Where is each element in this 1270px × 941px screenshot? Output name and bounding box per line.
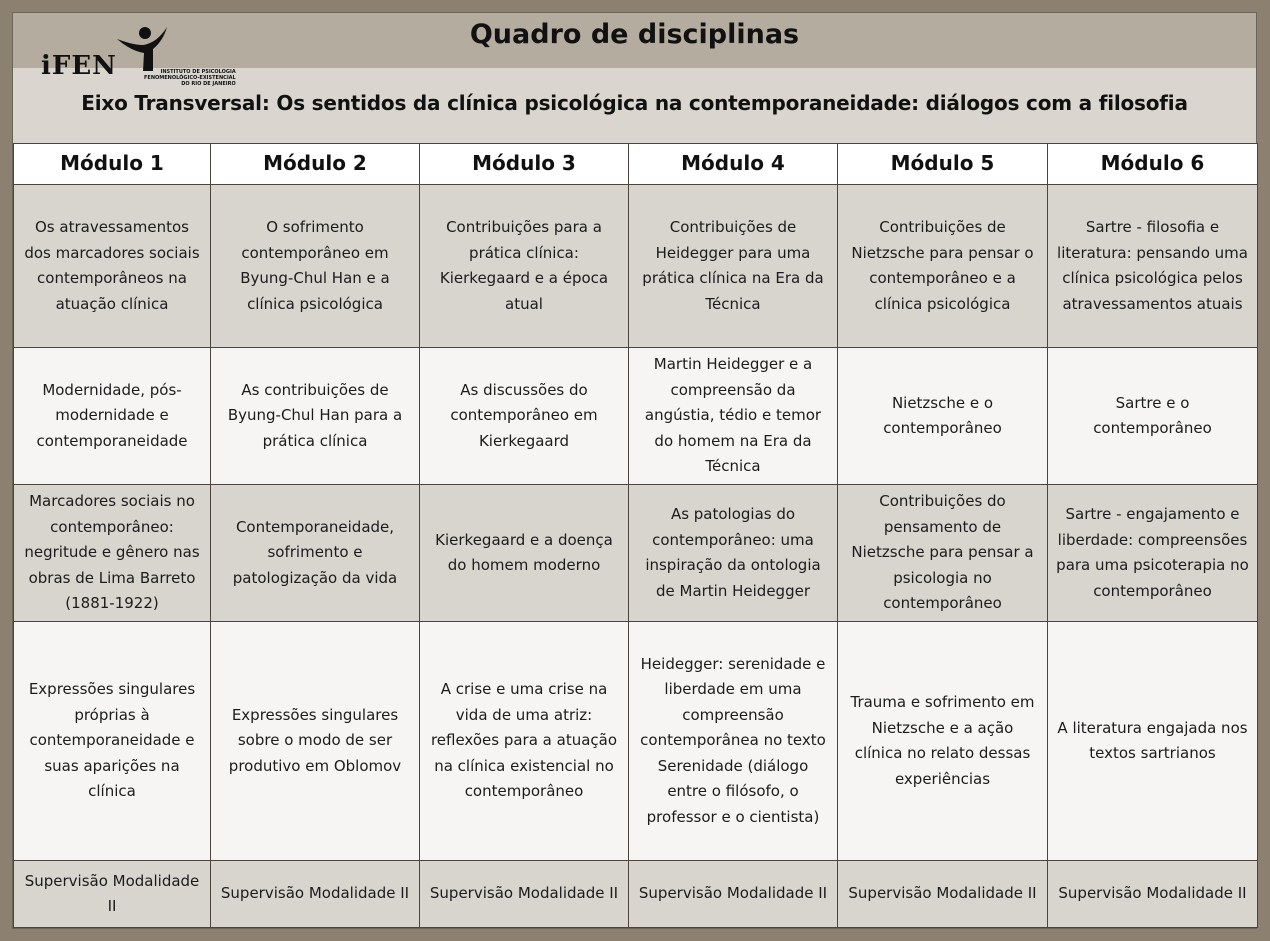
column-header: Módulo 4: [629, 144, 838, 185]
table-cell: Marcadores sociais no contemporâneo: negritude e gênero nas obras de Lima Barreto (1881-1922): [14, 485, 211, 622]
table-cell: Supervisão Modalidade II: [629, 861, 838, 928]
table-cell: Heidegger: serenidade e liberdade em uma compreensão contemporânea no texto Serenidade (diálogo entre o filósofo, o professor e o cientista): [629, 622, 838, 861]
table-cell: Modernidade, pós-modernidade e contemporaneidade: [14, 348, 211, 485]
table-header-row: [14, 144, 1258, 185]
table-cell: O sofrimento contemporâneo em Byung-Chul Han e a clínica psicológica: [211, 185, 420, 348]
column-header: Módulo 1: [14, 144, 211, 185]
table-cell: Nietzsche e o contemporâneo: [838, 348, 1048, 485]
table-cell: Sartre - engajamento e liberdade: compreensões para uma psicoterapia no contemporâneo: [1048, 485, 1258, 622]
table-cell: Trauma e sofrimento em Nietzsche e a ação clínica no relato dessas experiências: [838, 622, 1048, 861]
ifen-logo: [41, 25, 241, 85]
table-cell: Sartre e o contemporâneo: [1048, 348, 1258, 485]
table-row: [14, 348, 1258, 485]
table-cell: Supervisão Modalidade II: [211, 861, 420, 928]
person-figure-icon: [113, 25, 173, 75]
document-frame: [12, 12, 1257, 929]
table-cell: Supervisão Modalidade II: [420, 861, 629, 928]
table-row: [14, 861, 1258, 928]
logo-tagline-line: DO RIO DE JANEIRO: [181, 81, 236, 87]
table-cell: Contribuições para a prática clínica: Kierkegaard e a época atual: [420, 185, 629, 348]
table-cell: Kierkegaard e a doença do homem moderno: [420, 485, 629, 622]
table-cell: As discussões do contemporâneo em Kierkegaard: [420, 348, 629, 485]
table-row: [14, 622, 1258, 861]
table-cell: Martin Heidegger e a compreensão da angústia, tédio e temor do homem na Era da Técnica: [629, 348, 838, 485]
logo-tagline-line: FENOMENOLÓGICO-EXISTENCIAL: [144, 75, 236, 81]
table-cell: As patologias do contemporâneo: uma inspiração da ontologia de Martin Heidegger: [629, 485, 838, 622]
table-row: [14, 485, 1258, 622]
page-title: Quadro de disciplinas: [469, 19, 800, 50]
page-subtitle: Eixo Transversal: Os sentidos da clínica psicológica na contemporaneidade: diálogos com a filosofia: [81, 91, 1188, 115]
header: [13, 13, 1256, 143]
table-cell: Supervisão Modalidade II: [838, 861, 1048, 928]
table-cell: Supervisão Modalidade II: [14, 861, 211, 928]
disciplines-table: [13, 143, 1258, 928]
table-cell: Expressões singulares próprias à contemporaneidade e suas aparições na clínica: [14, 622, 211, 861]
table-cell: As contribuições de Byung-Chul Han para a prática clínica: [211, 348, 420, 485]
column-header: Módulo 6: [1048, 144, 1258, 185]
table-row: [14, 185, 1258, 348]
table-cell: Sartre - filosofia e literatura: pensando uma clínica psicológica pelos atravessamentos atuais: [1048, 185, 1258, 348]
logo-tagline: [144, 69, 236, 87]
table-cell: Contribuições do pensamento de Nietzsche para pensar a psicologia no contemporâneo: [838, 485, 1048, 622]
column-header: Módulo 5: [838, 144, 1048, 185]
table-cell: A crise e uma crise na vida de uma atriz: reflexões para a atuação na clínica existencial no contemporâneo: [420, 622, 629, 861]
column-header: Módulo 3: [420, 144, 629, 185]
table-cell: Contemporaneidade, sofrimento e patologização da vida: [211, 485, 420, 622]
table-cell: Contribuições de Heidegger para uma prática clínica na Era da Técnica: [629, 185, 838, 348]
column-header: Módulo 2: [211, 144, 420, 185]
table-cell: Os atravessamentos dos marcadores sociais contemporâneos na atuação clínica: [14, 185, 211, 348]
table-cell: Contribuições de Nietzsche para pensar o contemporâneo e a clínica psicológica: [838, 185, 1048, 348]
logo-tagline-line: INSTITUTO DE PSICOLOGIA: [160, 69, 236, 75]
table-cell: A literatura engajada nos textos sartrianos: [1048, 622, 1258, 861]
table-cell: Supervisão Modalidade II: [1048, 861, 1258, 928]
logo-wordmark: iFEN: [41, 51, 117, 81]
table-cell: Expressões singulares sobre o modo de ser produtivo em Oblomov: [211, 622, 420, 861]
